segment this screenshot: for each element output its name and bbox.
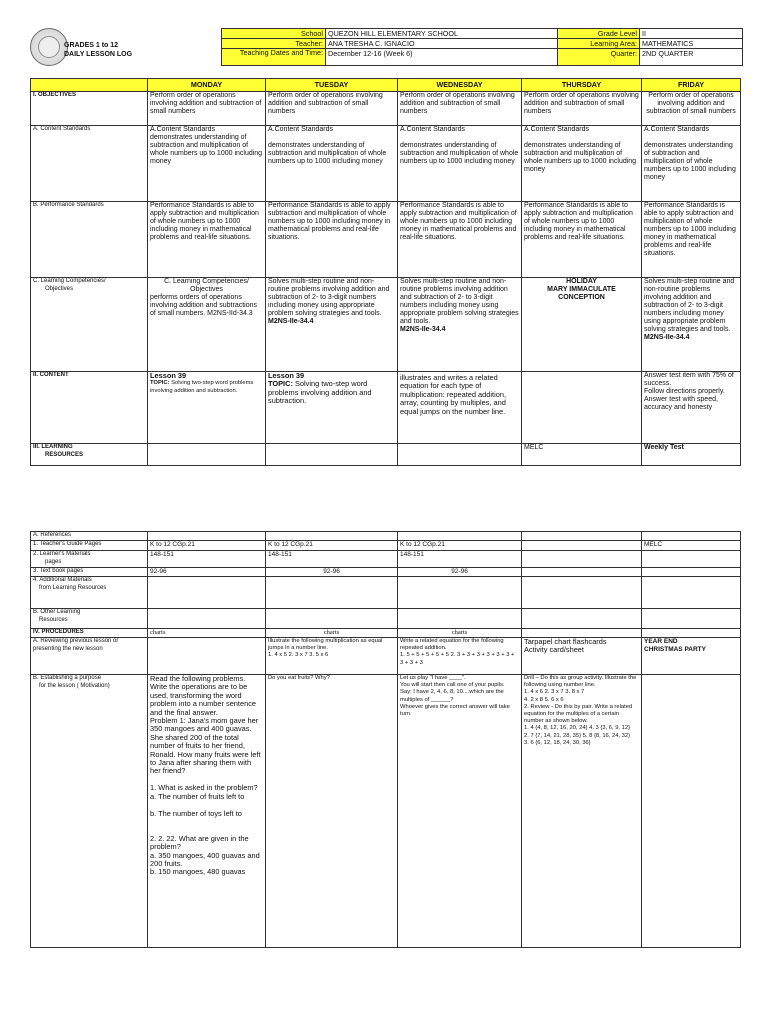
content-standards-thu-head: A.Content Standards (524, 126, 589, 133)
content-standards-fri-head: A.Content Standards (644, 126, 709, 133)
resources-tue (266, 444, 398, 466)
motivation-thu-line4: 2. Review - Do this by pair. Write a related equation for the multiples of a certain number as shown below. (524, 703, 633, 725)
competencies-mon-text: performs orders of operations involving addition and subtractions of small numbers. M2NS-IId-34.3 (150, 294, 258, 317)
content-row (31, 372, 741, 444)
grade-label: Grade Level (558, 29, 640, 39)
procedures-tue: charts (266, 629, 398, 638)
competencies-wed-text: Solves multi-step routine and non-routine problems involving addition and subtraction of 2- to 3-digit numbers including money using appropriate problem solving strategies and tools. (400, 278, 519, 325)
competencies-label-line2: Objectives (45, 285, 74, 292)
review-fri-line1: YEAR END (644, 638, 678, 645)
competencies-mon-head1: C. Learning Competencies/ (164, 278, 249, 285)
log-title-line2: DAILY LESSON LOG (64, 51, 133, 58)
competencies-tue-text: Solves multi-step routine and non-routine problems involving addition and subtraction of 2- to 3-digit numbers including money using appropriate problem solving strategies and tools. (268, 278, 390, 317)
dates-label: Teaching Dates and Time: (222, 49, 326, 66)
review-tue (266, 638, 398, 675)
additional-materials-label-line2: from Learning Resources (39, 584, 107, 591)
day-header-monday: MONDAY (148, 79, 266, 92)
content-mon (148, 372, 266, 444)
motivation-thu-line6: 2. 7 {7, 14, 21, 28, 35} 5. 8 {8, 16, 24, 32} (524, 732, 631, 739)
motivation-mon-q1a: a. The number of fruits left to (150, 791, 245, 801)
motivation-thu (522, 675, 642, 948)
learners-materials-tue: 148-151 (266, 551, 398, 568)
content-mon-lesson: Lesson 39 (150, 371, 187, 380)
motivation-mon-q1b: b. The number of toys left to (150, 808, 242, 818)
school-label: School (222, 29, 326, 39)
teacher-label: Teacher: (222, 39, 326, 49)
content-standards-wed (398, 126, 522, 202)
motivation-label (31, 675, 148, 948)
textbook-mon: 92-96 (148, 568, 266, 577)
objectives-fri: Perform order of operations involving addition and subtraction of small numbers (642, 92, 741, 126)
resources-label-line2: RESOURCES (45, 451, 84, 458)
competencies-thu-line3: CONCEPTION (558, 294, 605, 301)
competencies-thu-line2: MARY IMMACULATE (547, 286, 616, 293)
competencies-row (31, 278, 741, 372)
teachers-guide-fri: MELC (642, 541, 741, 551)
resources-fri: Weekly Test (642, 444, 741, 466)
content-standards-thu-text: demonstrates understanding of subtraction and multiplication of whole numbers up to 1000 including money (524, 142, 637, 173)
log-title (64, 41, 132, 59)
motivation-mon-q2b: b. 150 mangoes, 480 guavas (150, 867, 246, 877)
info-table (221, 28, 743, 66)
content-standards-wed-head: A.Content Standards (400, 126, 465, 133)
content-standards-tue-text: demonstrates understanding of subtraction and multiplication of whole numbers up to 1000 including money (268, 142, 387, 165)
other-resources-label (31, 609, 148, 629)
motivation-mon (148, 675, 266, 948)
textbook-row (31, 568, 741, 577)
competencies-mon-head2: Objectives (190, 286, 223, 293)
content-fri (642, 372, 741, 444)
references-row (31, 532, 741, 541)
learners-materials-mon: 148-151 (148, 551, 266, 568)
procedures-row (31, 629, 741, 638)
content-standards-row (31, 126, 741, 202)
deped-seal-icon (30, 28, 68, 66)
resources-mon (148, 444, 266, 466)
content-standards-fri-text: demonstrates understanding of subtraction and multiplication of whole numbers up to 1000 including money (644, 142, 736, 181)
other-resources-row (31, 609, 741, 629)
motivation-label-line2: for the lesson ( Motivation) (39, 682, 110, 689)
motivation-wed-line1: Let us play "I have ____". (400, 675, 466, 681)
motivation-tue: Do you eat fruits? Why? (266, 675, 398, 948)
teachers-guide-mon: K to 12 CGp.21 (148, 541, 266, 551)
performance-standards-tue: Performance Standards is able to apply subtraction and multiplication of whole numbers up to 1000 including money in mathematical problems and real-life situations. (266, 202, 398, 278)
objectives-mon: Perform order of operations involving addition and subtraction of small numbers (148, 92, 266, 126)
teacher-value: ANA TRESHA C. IGNACIO (326, 39, 558, 49)
day-header-blank (31, 79, 148, 92)
day-header-friday: FRIDAY (642, 79, 741, 92)
content-tue-topic-text: Solving two-step word problems involving addition and subtraction. (268, 379, 372, 406)
review-tue-line1: Illustrate the following multiplication as equal jumps in a number line. (268, 638, 383, 652)
competencies-thu (522, 278, 642, 372)
procedures-mon: charts (148, 629, 266, 638)
motivation-mon-q2a: a. 350 mangoes, 400 guavas and 200 fruits. (150, 850, 260, 868)
objectives-wed: Perform order of operations involving addition and subtraction of small numbers (398, 92, 522, 126)
day-header-row (31, 79, 741, 92)
review-wed-line2: 1. 5 + 5 + 5 + 5 + 5 2. 3 + 3 + 3 + 3 + 3 + 3 + 3 + 3 + 3 (400, 652, 515, 666)
resources-thu: MELC (522, 444, 642, 466)
day-header-thursday: THURSDAY (522, 79, 642, 92)
log-title-line1: GRADES 1 to 12 (64, 42, 119, 49)
resources-label-line1: III. LEARNING (33, 444, 73, 450)
review-wed-line1: Write a related equation for the following repeated addition. (400, 638, 504, 652)
content-mon-topic-text: Solving two-step word problems involving addition and subtraction. (150, 380, 254, 394)
motivation-thu-line2: 1. 4 x 6 2. 3 x 7 3. 8 x 7 (524, 689, 585, 696)
motivation-wed-line4: Whoever gives the correct answer will take turn. (400, 703, 510, 718)
textbook-label: 3. Text book pages (31, 568, 148, 577)
resources-label (31, 444, 148, 466)
textbook-wed: 92-96 (398, 568, 522, 577)
competencies-label-line1: C. Learning Competencies/ (33, 278, 106, 284)
competencies-wed-code: M2NS-IIe-34.4 (400, 326, 446, 333)
procedures-label: IV. PROCEDURES (31, 629, 148, 638)
learners-materials-row (31, 551, 741, 568)
competencies-fri-text: Solves multi-step routine and non-routine problems involving addition and subtraction of 2- to 3-digit numbers including money using appropriate problem solving strategies and tools. (644, 278, 735, 333)
content-standards-fri (642, 126, 741, 202)
content-standards-mon (148, 126, 266, 202)
teachers-guide-label: 1. Teacher's Guide Pages (31, 541, 148, 551)
motivation-thu-line7: 3. 6 {6, 12, 18, 24, 30, 36} (524, 739, 591, 746)
motivation-row (31, 675, 741, 948)
motivation-thu-line1: Drill – Do this as group activity. Illustrate the following using number line. (524, 675, 637, 689)
additional-materials-row (31, 577, 741, 609)
content-standards-mon-head: A.Content Standards (150, 126, 215, 133)
review-label: A. Reviewing previous lesson or presenting the new lesson (31, 638, 148, 675)
resources-wed (398, 444, 522, 466)
day-header-wednesday: WEDNESDAY (398, 79, 522, 92)
motivation-mon-q1: 1. What is asked in the problem? (150, 783, 258, 793)
teachers-guide-row (31, 541, 741, 551)
performance-standards-fri: Performance Standards is able to apply subtraction and multiplication of whole numbers up to 1000 including money in mathematical problems and real-life situations. (642, 202, 741, 278)
additional-materials-label-line1: 4. Additional Materials (33, 577, 92, 583)
competencies-fri (642, 278, 741, 372)
content-fri-line1: Answer test item with 75% of success. (644, 372, 734, 387)
content-thu (522, 372, 642, 444)
quarter-value: 2ND QUARTER (640, 49, 743, 66)
content-standards-label: A. Content Standards (31, 126, 148, 202)
review-wed (398, 638, 522, 675)
motivation-wed-line2: You will start then call one of your pupils. (400, 682, 505, 689)
teachers-guide-thu (522, 541, 642, 551)
performance-standards-thu: Performance Standards is able to apply subtraction and multiplication of whole numbers up to 1000 including money in mathematical problems and real-life situations. (522, 202, 642, 278)
learners-materials-wed: 148-151 (398, 551, 522, 568)
competencies-tue (266, 278, 398, 372)
motivation-label-line1: B. Establishing a purpose (33, 675, 102, 681)
motivation-fri (642, 675, 741, 948)
review-thu (522, 638, 642, 675)
motivation-mon-problem: Problem 1: Jana's mom gave her 350 mangoes and 400 guavas. She shared 200 of the total number of fruits to her friend, Ronald. How many fruits were left to Jana after sharing them with her friend? (150, 716, 261, 776)
motivation-mon-instructions: Read the following problems. Write the operations are to be used, transforming the word problem into a number sentence and the final answer. (150, 674, 256, 717)
performance-standards-row (31, 202, 741, 278)
content-standards-mon-text: demonstrates understanding of subtraction and multiplication of whole numbers up to 1000 including money (150, 134, 263, 165)
content-wed: illustrates and writes a related equation for each type of multiplication: repeated addition, array, counting by multiples, and equal jumps on the number line. (398, 372, 522, 444)
other-resources-label-line1: B. Other Learning (33, 609, 81, 615)
grade-value: II (640, 29, 743, 39)
content-tue-topic (268, 380, 395, 405)
review-tue-line2: 1. 4 x 5 2. 3 x 7 3. 5 x 6 (268, 652, 329, 659)
content-fri-line2: Follow directions properly. (644, 388, 725, 395)
review-thu-line2: Activity card/sheet (524, 645, 584, 655)
content-standards-thu (522, 126, 642, 202)
quarter-label: Quarter: (558, 49, 640, 66)
objectives-label: I. OBJECTIVES (31, 92, 148, 126)
content-label: II. CONTENT (31, 372, 148, 444)
objectives-tue: Perform order of operations involving addition and subtraction of small numbers (266, 92, 398, 126)
content-tue-lesson: Lesson 39 (268, 371, 305, 380)
competencies-thu-line1: HOLIDAY (566, 278, 597, 285)
review-mon (148, 638, 266, 675)
procedures-wed: charts (398, 629, 522, 638)
area-value: MATHEMATICS (640, 39, 743, 49)
teachers-guide-wed: K to 12 CGp.21 (398, 541, 522, 551)
day-header-tuesday: TUESDAY (266, 79, 398, 92)
school-value: QUEZON HILL ELEMENTARY SCHOOL (326, 29, 558, 39)
learners-materials-label-line2: pages (45, 558, 62, 565)
resources-row (31, 444, 741, 466)
performance-standards-wed: Performance Standards is able to apply subtraction and multiplication of whole numbers up to 1000 including money in mathematical problems and real-life situations. (398, 202, 522, 278)
objectives-table (30, 78, 741, 466)
motivation-thu-line5: 1. 4 {4, 8, 12, 16, 20, 24} 4. 3 {3, 6, 9, 12} (524, 725, 631, 732)
other-resources-label-line2: Resources (39, 616, 68, 623)
competencies-wed (398, 278, 522, 372)
motivation-wed (398, 675, 522, 948)
review-fri-line2: CHRISTMAS PARTY (644, 645, 706, 653)
teachers-guide-tue: K to 12 CGp.21 (266, 541, 398, 551)
learners-materials-label (31, 551, 148, 568)
objectives-row (31, 92, 741, 126)
performance-standards-label: B. Performance Standards (31, 202, 148, 278)
review-thu-line1: Tarpapel chart flashcards (524, 637, 607, 646)
content-standards-tue-head: A.Content Standards (268, 126, 333, 133)
procedures-table (30, 531, 741, 948)
review-fri (642, 638, 741, 675)
competencies-label (31, 278, 148, 372)
references-label: A. References (31, 532, 148, 541)
area-label: Learning Area: (558, 39, 640, 49)
motivation-thu-line3: 4. 2 x 8 5. 6 x 6 (524, 696, 564, 703)
content-tue (266, 372, 398, 444)
content-standards-tue (266, 126, 398, 202)
additional-materials-label (31, 577, 148, 609)
content-standards-wed-text: demonstrates understanding of subtraction and multiplication of whole numbers up to 1000 including money (400, 142, 519, 165)
performance-standards-mon: Performance Standards is able to apply subtraction and multiplication of whole numbers up to 1000 including money in mathematical problems and real-life situations. (148, 202, 266, 278)
dates-value: December 12-16 (Week 6) (326, 49, 558, 66)
learners-materials-label-line1: 2. Learner's Materials (33, 551, 91, 557)
motivation-mon-q2: 2. 2. 22. What are given in the problem? (150, 833, 249, 852)
review-row (31, 638, 741, 675)
competencies-mon (148, 278, 266, 372)
content-mon-topic-label: TOPIC: (150, 380, 170, 387)
content-fri-line3: Answer test with speed, accuracy and honesty (644, 396, 718, 411)
content-mon-topic (150, 380, 263, 394)
motivation-wed-line3: Say: I have 2, 4, 6, 8, 10....which are the multiples of ______? (400, 689, 504, 703)
content-tue-topic-label: TOPIC: (268, 379, 293, 389)
textbook-tue: 92-96 (266, 568, 398, 577)
competencies-fri-code: M2NS-IIe-34.4 (644, 334, 690, 341)
objectives-thu: Perform order of operations involving addition and subtraction of small numbers (522, 92, 642, 126)
competencies-tue-code: M2NS-IIe-34.4 (268, 318, 314, 325)
